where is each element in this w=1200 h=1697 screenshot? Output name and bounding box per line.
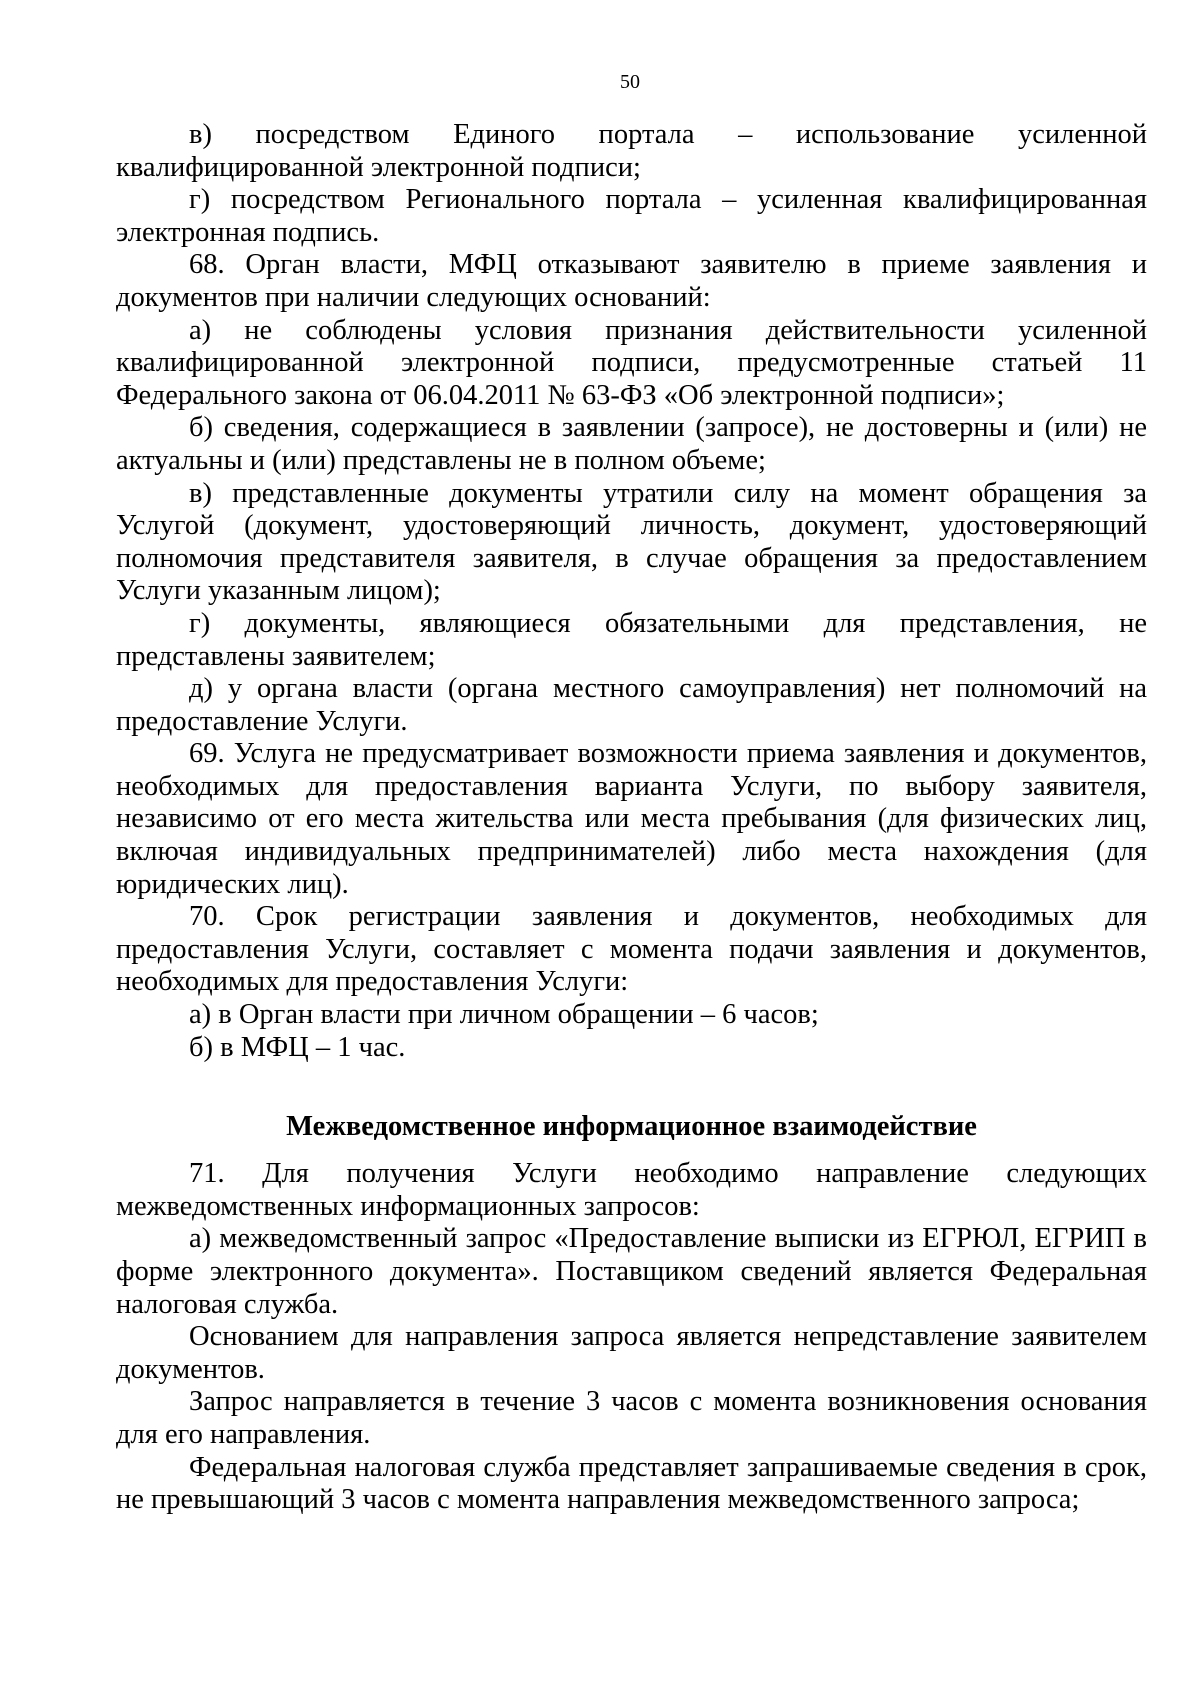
paragraph-71-a: а) межведомственный запрос «Предоставление выписки из ЕГРЮЛ, ЕГРИП в форме электронного документа». Поставщиком сведений является Федеральная налоговая служба. — [116, 1223, 1147, 1320]
paragraph-70-a: а) в Орган власти при личном обращении – 6 часов; — [189, 999, 819, 1031]
paragraph-71: 71. Для получения Услуги необходимо направление следующих межведомственных информационных запросов: — [116, 1158, 1147, 1222]
section-heading: Межведомственное информационное взаимодействие — [286, 1111, 977, 1143]
paragraph-g-regional-portal: г) посредством Регионального портала – усиленная квалифицированная электронная подпись. — [116, 184, 1147, 248]
document-body — [116, 119, 1147, 1517]
paragraph-70: 70. Срок регистрации заявления и документов, необходимых для предоставления Услуги, составляет с момента подачи заявления и документов, необходимых для предоставления Услуги: — [116, 901, 1147, 998]
paragraph-69: 69. Услуга не предусматривает возможности приема заявления и документов, необходимых для предоставления варианта Услуги, по выбору заявителя, независимо от его места жительства или места пребывания (для физических лиц, включая индивидуальных предпринимателей) либо места нахождения (для юридических лиц). — [116, 738, 1147, 900]
paragraph-70-b: б) в МФЦ – 1 час. — [189, 1031, 406, 1063]
paragraph-request-timing: Запрос направляется в течение 3 часов с момента возникновения основания для его направления. — [116, 1386, 1147, 1450]
paragraph-68-g: г) документы, являющиеся обязательными для представления, не представлены заявителем; — [116, 607, 1147, 672]
paragraph-68-b: б) сведения, содержащиеся в заявлении (запросе), не достоверны и (или) не актуальны и (или) представлены не в полном объеме; — [116, 412, 1147, 476]
paragraph-68-d: д) у органа власти (органа местного самоуправления) нет полномочий на предоставление Услуги. — [116, 673, 1147, 737]
paragraph-68: 68. Орган власти, МФЦ отказывают заявителю в приеме заявления и документов при наличии следующих оснований: — [116, 249, 1147, 313]
paragraph-68-a: а) не соблюдены условия признания действительности усиленной квалифицированной электронной подписи, предусмотренные статьей 11 Федерального закона от 06.04.2011 № 63-ФЗ «Об электронной подписи»; — [116, 314, 1147, 411]
paragraph-fns-response: Федеральная налоговая служба представляет запрашиваемые сведения в срок, не превышающий 3 часов с момента направления межведомственного запроса; — [116, 1451, 1147, 1516]
paragraph-v-single-portal: в) посредством Единого портала – использование усиленной квалифицированной электронной подписи; — [116, 119, 1147, 183]
paragraph-68-v: в) представленные документы утратили силу на момент обращения за Услугой (документ, удостоверяющий личность, документ, удостоверяющий полномочия представителя заявителя, в случае обращения за предоставлением Услуги указанным лицом); — [116, 477, 1147, 607]
paragraph-request-basis: Основанием для направления запроса является непредставление заявителем документов. — [116, 1321, 1147, 1385]
page-number: 50 — [620, 71, 640, 93]
